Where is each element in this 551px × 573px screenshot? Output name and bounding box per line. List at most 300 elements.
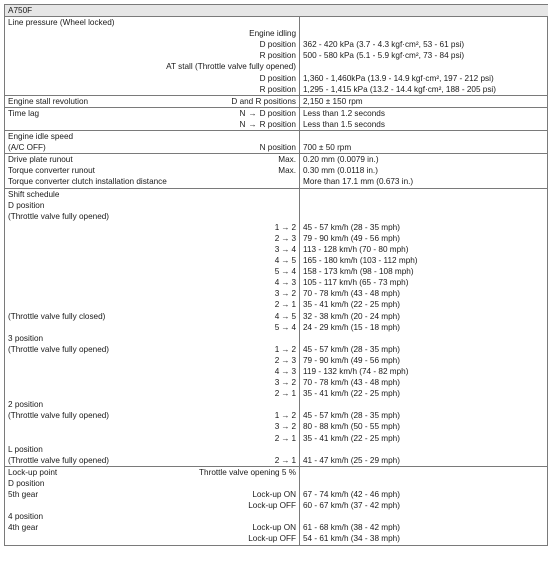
shift-d-open-row-label-cell [5,255,300,266]
stall-revolution-row-label-cell [5,95,300,107]
shift-l-position-row-value-cell [300,444,548,455]
shift-d-open-4-arrow: → [281,267,290,277]
shift-l-row [5,455,548,467]
shift-d-open-7-from: 2 [274,300,280,310]
lockup-5th-on-row-label-cell [5,489,300,500]
lockup-4th-on-row-label-cell [5,522,300,533]
shift-l-tv-opened-label: (Throttle valve fully opened) [8,455,110,465]
drive-plate-runout-row-value: 0.20 mm (0.0079 in.) [303,155,379,165]
shift-schedule-heading-row-label-cell [5,188,300,200]
shift-2-2-from: 2 [274,433,280,443]
shift-3-row-value-cell [300,388,548,399]
torque-converter-runout-row-label-cell [5,165,300,176]
shift-d-closed-1 [275,322,296,333]
clutch-installation-row-value: More than 17.1 mm (0.673 in.) [303,177,414,187]
shift-d-open-5-arrow: → [281,278,290,288]
shift-d-tv-opened-row-label-cell [5,211,300,222]
idle-r-row-value: 500 - 580 kPa (5.1 - 5.9 kgf·cm², 73 - 84 psi) [303,51,465,61]
stall-r-row-value-cell [300,84,548,96]
lockup-4th-off-row-value: 54 - 61 km/h (34 - 38 mph) [303,534,400,544]
shift-d-open-row-label-cell [5,233,300,244]
shift-d-open-row-label-cell [5,266,300,277]
shift-3-3-to: 2 [291,378,296,388]
shift-d-closed-1-to: 4 [291,322,296,332]
stall-revolution-row-value: 2,150 ± 150 rpm [303,96,363,106]
time-lag-label: Time lag [8,108,40,118]
shift-3-0 [275,344,296,355]
shift-2-row [5,433,548,444]
lockup-4th-off-row [5,533,548,545]
shift-d-open-row-value: 158 - 173 km/h (98 - 108 mph) [303,267,414,277]
lockup-point-label: Lock-up point [8,467,58,477]
shift-d-closed-1-arrow: → [281,322,290,332]
shift-d-open-row-label-cell [5,244,300,255]
shift-3-0-to: 2 [291,344,296,354]
shift-d-open-row-value: 105 - 117 km/h (65 - 73 mph) [303,278,409,288]
shift-d-open-2-from: 3 [274,244,280,254]
shift-2-row-value: 80 - 88 km/h (50 - 55 mph) [303,422,400,432]
line-pressure-heading-row-value-cell [300,17,548,29]
shift-3-row-value: 35 - 41 km/h (22 - 25 mph) [303,389,400,399]
shift-2-1-from: 3 [274,422,280,432]
shift-d-open-7 [275,299,296,310]
shift-d-open-row [5,299,548,310]
shift-d-tv-opened-label: (Throttle valve fully opened) [8,211,110,221]
time-lag-nr-arrow: → [248,119,257,129]
shift-3-row-value-cell [300,377,548,388]
engine-idling-row-label-cell [5,28,300,39]
lockup-heading-row [5,466,548,478]
lockup-5th-off-row-value-cell [300,500,548,511]
shift-d-closed-row-label-cell [5,311,300,322]
drive-plate-runout-row [5,154,548,166]
shift-2-position-row-value-cell [300,399,548,410]
shift-2-position-row [5,399,548,410]
torque-converter-runout-row-value-cell [300,165,548,176]
lockup-d-position-row [5,478,548,489]
idle-d-position-label: D position [259,40,296,50]
shift-3-1-to: 3 [291,355,296,365]
shift-d-closed-row-value: 32 - 38 km/h (20 - 24 mph) [303,311,400,321]
time-lag-nd-arrow: → [248,108,257,118]
shift-l-row-value-cell [300,455,548,467]
shift-3-position-row [5,333,548,344]
shift-d-open-row-value: 70 - 78 km/h (43 - 48 mph) [303,289,400,299]
lockup-5th-on-label: Lock-up ON [252,490,296,500]
clutch-installation-row-label-cell [5,176,300,188]
shift-3-row-label-cell [5,388,300,399]
shift-3-1-arrow: → [281,355,290,365]
lockup-4th-gear-label: 4th gear [8,523,39,533]
stall-revolution-row [5,95,548,107]
shift-2-0-arrow: → [281,411,290,421]
shift-d-open-row [5,277,548,288]
time-lag-nr-row-value-cell [300,119,548,131]
torque-converter-runout-max: Max. [278,166,296,176]
shift-2-2 [275,433,296,444]
spec-table-body [5,5,548,546]
shift-l-0 [275,455,296,466]
clutch-installation-row [5,176,548,188]
time-lag-nr-row-label-cell [5,119,300,131]
shift-d-open-3-from: 4 [274,256,280,266]
stall-r-row [5,84,548,96]
shift-2-row-label-cell [5,410,300,421]
shift-3-0-from: 1 [274,344,280,354]
shift-d-open-row [5,244,548,255]
shift-d-open-row [5,233,548,244]
line-pressure-heading-row-label-cell [5,17,300,29]
shift-3-0-arrow: → [281,344,290,354]
shift-d-open-6-to: 2 [291,289,296,299]
idle-speed-sublabel: (A/C OFF) [8,143,46,153]
lockup-5th-off-row-label-cell [5,500,300,511]
shift-2-row-value: 45 - 57 km/h (28 - 35 mph) [303,411,400,421]
shift-3-4-arrow: → [281,389,290,399]
shift-d-open-3 [275,255,296,266]
shift-3-3-from: 3 [274,378,280,388]
lockup-4-position-row-value-cell [300,511,548,522]
lockup-heading-row-value-cell [300,466,548,478]
shift-d-open-row-value: 35 - 41 km/h (22 - 25 mph) [303,300,400,310]
idle-r-row [5,50,548,61]
shift-2-0 [275,410,296,421]
shift-schedule-heading-row [5,188,548,200]
shift-d-open-row-label-cell [5,277,300,288]
time-lag-nr-row-value: Less than 1.5 seconds [303,119,385,129]
shift-d-open-3-arrow: → [281,256,290,266]
shift-d-open-row-value: 45 - 57 km/h (28 - 35 mph) [303,222,400,232]
shift-l-position-row [5,444,548,455]
shift-d-open-row-value: 79 - 90 km/h (49 - 56 mph) [303,233,400,243]
shift-2-row-value: 35 - 41 km/h (22 - 25 mph) [303,433,400,443]
lockup-5th-gear-label: 5th gear [8,490,39,500]
shift-2-1-arrow: → [281,422,290,432]
shift-d-position-label: D position [8,200,45,210]
shift-3-2-to: 3 [291,367,296,376]
time-lag-nd-row [5,107,548,119]
shift-3-row [5,344,548,355]
shift-3-row [5,377,548,388]
lockup-4th-on-row-value: 61 - 68 km/h (38 - 42 mph) [303,523,400,533]
lockup-5th-off-row [5,500,548,511]
clutch-installation-label: Torque converter clutch installation distance [8,177,167,187]
shift-d-open-row-value-cell [300,266,548,277]
time-lag-nd-row-value: Less than 1.2 seconds [303,108,385,118]
shift-3-row-value: 119 - 132 km/h (74 - 82 mph) [303,367,409,376]
lockup-condition: Throttle valve opening 5 % [199,467,296,477]
drive-plate-runout-row-label-cell [5,154,300,166]
at-stall-row [5,61,548,72]
shift-3-row-value: 79 - 90 km/h (49 - 56 mph) [303,355,400,365]
shift-3-position-row-label-cell [5,333,300,344]
time-lag-nd-row-label-cell [5,107,300,119]
shift-d-closed-row-value-cell [300,322,548,333]
shift-d-closed-0-arrow: → [281,311,290,321]
shift-3-row-label-cell [5,355,300,366]
stall-r-row-label-cell [5,84,300,96]
torque-converter-runout-row-value: 0.30 mm (0.0118 in.) [303,166,378,176]
shift-d-open-row [5,255,548,266]
shift-d-open-1-arrow: → [281,233,290,243]
shift-3-row [5,355,548,366]
shift-l-row-label-cell [5,455,300,467]
idle-d-row-value-cell [300,39,548,50]
shift-d-closed-1-from: 5 [274,322,280,332]
shift-d-open-2-to: 4 [291,244,296,254]
idle-d-row-label-cell [5,39,300,50]
time-lag-nr-row [5,119,548,131]
shift-3-row-value-cell [300,355,548,366]
idle-r-position-label: R position [259,51,296,61]
shift-d-closed-0-from: 4 [274,311,280,321]
lockup-4-position-label: 4 position [8,512,44,522]
shift-d-open-7-to: 1 [291,300,296,310]
idle-speed-condition: N position [259,143,296,153]
shift-d-open-row-value-cell [300,277,548,288]
title-row-label-cell [5,5,548,17]
shift-l-0-from: 2 [274,455,280,465]
shift-3-row-value-cell [300,366,548,377]
shift-d-open-5-from: 4 [274,278,280,288]
idle-speed-heading-row [5,131,548,143]
shift-l-row-value: 41 - 47 km/h (25 - 29 mph) [303,455,400,465]
shift-d-open-row-label-cell [5,288,300,299]
engine-idling-label: Engine idling [249,29,296,39]
shift-d-open-row-value-cell [300,255,548,266]
shift-schedule-heading: Shift schedule [8,189,60,199]
shift-d-open-4-to: 4 [291,267,296,277]
shift-d-closed-row-label-cell [5,322,300,333]
shift-d-open-2-arrow: → [281,244,290,254]
shift-2-1-to: 2 [291,422,296,432]
shift-d-open-2 [275,244,296,255]
shift-d-open-row-value-cell [300,244,548,255]
shift-d-tv-closed-label: (Throttle valve fully closed) [8,311,106,321]
shift-l-position-row-label-cell [5,444,300,455]
lockup-d-position-label: D position [8,478,45,488]
shift-2-tv-opened-label: (Throttle valve fully opened) [8,411,110,421]
shift-3-4-from: 2 [274,389,280,399]
shift-l-position-label: L position [8,444,43,454]
shift-schedule-heading-row-value-cell [300,188,548,200]
shift-d-open-6 [275,288,296,299]
table-title: A750F [8,6,33,15]
idle-speed-heading-row-label-cell [5,131,300,143]
shift-d-open-4-from: 5 [274,267,280,277]
shift-d-tv-opened-row-value-cell [300,211,548,222]
drive-plate-runout-label: Drive plate runout [8,155,73,165]
shift-3-row-value: 45 - 57 km/h (28 - 35 mph) [303,344,400,354]
shift-2-2-to: 1 [291,433,296,443]
idle-d-row [5,39,548,50]
shift-2-position-row-label-cell [5,399,300,410]
shift-3-1-from: 2 [274,355,280,365]
lockup-4-position-row [5,511,548,522]
shift-3-3-arrow: → [281,378,290,388]
shift-2-row-label-cell [5,433,300,444]
shift-d-closed-0-to: 5 [291,311,296,321]
at-stall-row-label-cell [5,61,300,72]
time-lag-nd-from: N [239,108,246,118]
shift-2-row-value-cell [300,421,548,432]
clutch-installation-row-value-cell [300,176,548,188]
shift-d-open-5 [275,277,296,288]
shift-d-open-row-value-cell [300,222,548,233]
shift-d-closed-row-value: 24 - 29 km/h (15 - 18 mph) [303,322,400,332]
shift-d-closed-row-value-cell [300,311,548,322]
shift-2-position-label: 2 position [8,400,44,410]
at-stall-label: AT stall (Throttle valve fully opened) [166,62,296,72]
stall-d-row-value: 1,360 - 1,460kPa (13.9 - 14.9 kgf·cm², 197 - 212 psi) [303,73,494,83]
shift-d-open-row [5,288,548,299]
shift-d-open-row-label-cell [5,222,300,233]
shift-3-tv-opened-label: (Throttle valve fully opened) [8,344,110,354]
shift-d-open-0-from: 1 [274,222,280,232]
shift-d-open-3-to: 5 [291,256,296,266]
shift-d-tv-opened-row [5,211,548,222]
idle-speed-row-value: 700 ± 50 rpm [303,143,352,153]
shift-3-row-value: 70 - 78 km/h (43 - 48 mph) [303,378,400,388]
shift-2-row-label-cell [5,421,300,432]
shift-d-position-row [5,200,548,211]
lockup-4th-off-row-value-cell [300,533,548,545]
line-pressure-heading-row [5,17,548,29]
lockup-5th-on-row-value: 67 - 74 km/h (42 - 46 mph) [303,490,400,500]
time-lag-nr-from: N [239,119,246,129]
shift-2-row [5,410,548,421]
shift-3-3 [275,377,296,388]
lockup-d-position-row-label-cell [5,478,300,489]
shift-d-open-0-to: 2 [291,222,296,232]
shift-3-row-label-cell [5,366,300,377]
drive-plate-runout-row-value-cell [300,154,548,166]
engine-idling-row [5,28,548,39]
stall-revolution-row-value-cell [300,95,548,107]
shift-d-closed-row [5,322,548,333]
stall-revolution-label: Engine stall revolution [8,96,89,106]
idle-speed-row [5,142,548,154]
stall-r-row-value: 1,295 - 1,415 kPa (13.2 - 14.4 kgf·cm², 188 - 205 psi) [303,84,496,94]
lockup-d-position-row-value-cell [300,478,548,489]
lockup-5th-on-row-value-cell [300,489,548,500]
shift-d-open-4 [275,266,296,277]
torque-converter-runout-row [5,165,548,176]
time-lag-nd [239,108,296,119]
idle-r-row-value-cell [300,50,548,61]
shift-3-2-arrow: → [281,367,290,376]
shift-3-2-from: 4 [274,367,280,376]
shift-d-open-5-to: 3 [291,278,296,288]
shift-3-position-label: 3 position [8,333,44,343]
shift-3-row [5,388,548,399]
shift-2-0-to: 2 [291,411,296,421]
shift-d-open-row [5,222,548,233]
idle-speed-row-value-cell [300,142,548,154]
engine-idling-row-value-cell [300,28,548,39]
shift-d-open-7-arrow: → [281,300,290,310]
time-lag-nr [239,119,296,130]
shift-d-open-row-value-cell [300,299,548,310]
idle-d-row-value: 362 - 420 kPa (3.7 - 4.3 kgf·cm², 53 - 61 psi) [303,40,465,50]
spec-table [4,4,548,546]
shift-d-open-row-value-cell [300,288,548,299]
shift-3-position-row-value-cell [300,333,548,344]
shift-d-open-row [5,266,548,277]
idle-speed-row-label-cell [5,142,300,154]
torque-converter-runout-label: Torque converter runout [8,166,95,176]
shift-d-open-1-to: 3 [291,233,296,243]
at-stall-row-value-cell [300,61,548,72]
shift-d-closed-0 [275,311,296,322]
shift-d-open-row-value-cell [300,233,548,244]
shift-3-row-value-cell [300,344,548,355]
shift-l-0-arrow: → [281,455,290,465]
shift-2-row-value-cell [300,433,548,444]
stall-d-row-value-cell [300,73,548,84]
title-row [5,5,548,17]
stall-revolution-condition: D and R positions [231,96,296,106]
shift-d-open-row-value: 165 - 180 km/h (103 - 112 mph) [303,256,418,266]
time-lag-nr-to: R position [259,119,296,129]
lockup-4th-on-label: Lock-up ON [252,523,296,533]
shift-2-1 [275,421,296,432]
shift-d-open-1 [275,233,296,244]
shift-d-open-0-arrow: → [281,222,290,232]
lockup-5th-off-label: Lock-up OFF [248,501,296,511]
shift-d-position-row-value-cell [300,200,548,211]
shift-3-row-label-cell [5,344,300,355]
shift-3-2 [275,366,296,377]
idle-speed-heading-row-value-cell [300,131,548,143]
shift-d-closed-row [5,311,548,322]
shift-2-row [5,421,548,432]
shift-d-open-row-label-cell [5,299,300,310]
shift-d-open-1-from: 2 [274,233,280,243]
shift-d-open-row-value: 113 - 128 km/h (70 - 80 mph) [303,244,409,254]
lockup-5th-off-row-value: 60 - 67 km/h (37 - 42 mph) [303,501,400,511]
lockup-heading-row-label-cell [5,466,300,478]
stall-d-position-label: D position [259,73,296,83]
lockup-4th-on-row-value-cell [300,522,548,533]
lockup-4-position-row-label-cell [5,511,300,522]
shift-d-open-6-arrow: → [281,289,290,299]
shift-d-open-0 [275,222,296,233]
shift-3-4-to: 1 [291,389,296,399]
shift-l-0-to: 1 [291,455,296,465]
shift-3-row-label-cell [5,377,300,388]
shift-2-row-value-cell [300,410,548,421]
lockup-4th-off-label: Lock-up OFF [248,534,296,544]
shift-2-2-arrow: → [281,433,290,443]
idle-speed-label: Engine idle speed [8,132,74,142]
stall-r-position-label: R position [259,84,296,94]
time-lag-nd-to: D position [259,108,296,118]
time-lag-nd-row-value-cell [300,107,548,119]
stall-d-row [5,73,548,84]
shift-d-position-row-label-cell [5,200,300,211]
shift-2-0-from: 1 [274,411,280,421]
line-pressure-heading: Line pressure (Wheel locked) [8,18,115,28]
drive-plate-runout-max: Max. [278,155,296,165]
lockup-4th-on-row [5,522,548,533]
shift-3-row [5,366,548,377]
stall-d-row-label-cell [5,73,300,84]
shift-3-4 [275,388,296,399]
shift-d-open-6-from: 3 [274,289,280,299]
shift-3-1 [275,355,296,366]
lockup-5th-on-row [5,489,548,500]
